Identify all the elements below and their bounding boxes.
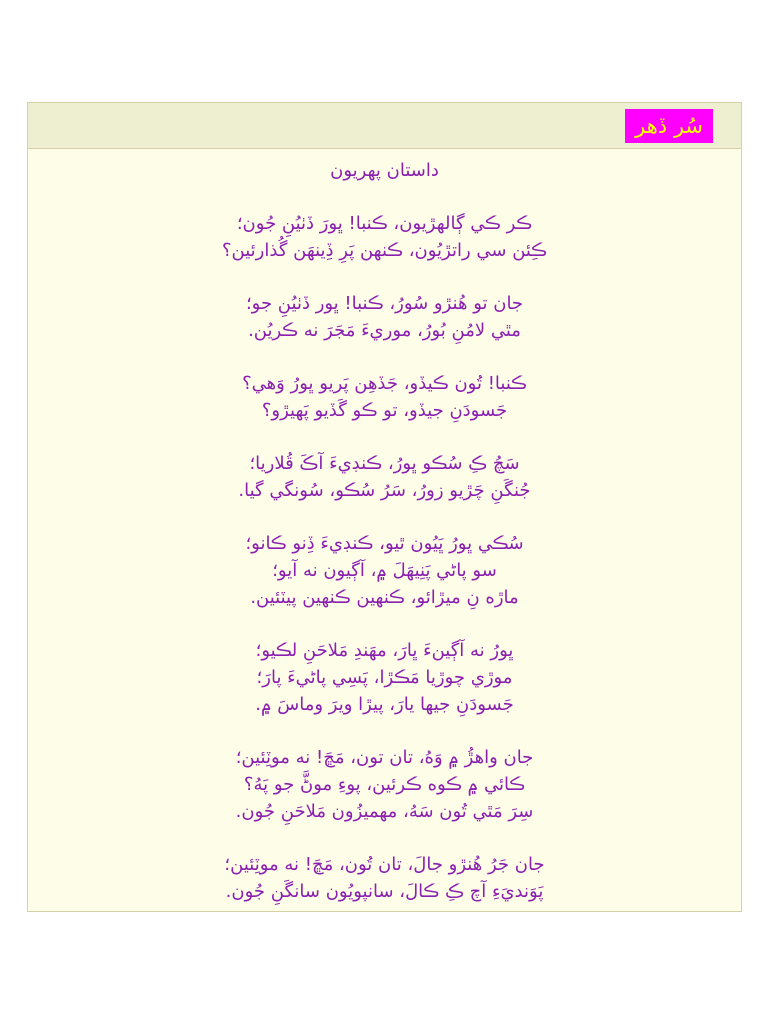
verse-line: جان تو هُنڙو سُورُ، ڪنبا! ڀور ڏٺيُنِ جو؛ [245, 293, 524, 314]
verse-line: سو پاڻي پَنِيهَلَ ۾، آڳيون نه آيو؛ [272, 560, 497, 581]
verse-line: ڪِئن سي راتڙيُون، ڪنهن پَرِ ڏِينهَن گُذارئين؟ [221, 240, 547, 261]
poem-subtitle: داستان پهريون [330, 160, 439, 181]
stanza-list [98, 210, 671, 905]
verse-line: سِرَ مَٿي تُون سَهُ، مهميزُون مَلاحَنِ جُون. [235, 801, 534, 822]
verse-line: ڀورُ نه آڳينءَ ڀارَ، مهَندِ مَلاحَنِ لڪيو؛ [255, 640, 514, 661]
verse-line: موڙي چوڙيا مَڪڙا، پَسِي پاڻيءَ پارَ؛ [256, 667, 513, 688]
verse-line: ڪائي ۾ ڪوه ڪرئين، پوءِ موڻَّ جو پَهُ؟ [243, 774, 526, 795]
verse-line: ڪر ڪي ڳالهڙيون، ڪنبا! ڀورَ ڏٺيُنِ جُون؛ [236, 213, 533, 234]
stanza [98, 851, 671, 905]
section-title: سُر ڏهر [625, 109, 713, 143]
verse-line: ڪنبا! تُون ڪيڏو، جَڏهِن پَريو ڀورُ وَهي؟ [242, 373, 527, 394]
verse-line: ماڙه نِ ميڙائو، ڪنهين ڪنهين پيٽئين. [250, 587, 519, 608]
header-band [28, 103, 741, 149]
verse-line: سَچُ ڪِ سُڪو ڀورُ، ڪنڊيءَ آڪَ قُلاريا؛ [249, 453, 520, 474]
verse-line: جَسودَنِ جيڏو، تو ڪو گَڏيو پَهيڙو؟ [261, 400, 508, 421]
verse-line: جُنگَنِ چَڙيو زورُ، سَرُ سُڪو، سُونگي گيا. [238, 480, 531, 501]
stanza [98, 450, 671, 504]
verse-line: جان جَرُ هُنڙو جالَ، تان تُون، مَڇَ! نه موٽِئين؛ [224, 854, 545, 875]
verse-line: سُڪي ڀورُ ڀَيُون ٿيو، ڪنڊيءَ ڏِنو ڪانو؛ [245, 533, 524, 554]
verse-line: مٿي لامُنِ بُورُ، موريءَ مَجَرَ نه ڪريُن. [248, 320, 521, 341]
content-frame [27, 102, 742, 912]
verse-line: جَسودَنِ جيها يارَ، پيڙا ويرَ وماسَ ۾. [255, 694, 514, 715]
stanza [98, 637, 671, 718]
stanza [98, 290, 671, 344]
poem-body [28, 149, 741, 905]
stanza [98, 530, 671, 611]
verse-line: جان واهڙُ ۾ وَهُ، تان تون، مَڇَ! نه موٽِئين؛ [235, 747, 534, 768]
stanza [98, 744, 671, 825]
stanza [98, 210, 671, 264]
verse-line: پَوَنديَءِ آچ ڪِ ڪالَ، سانپويُون سانگَنِ جُون. [225, 881, 544, 902]
stanza [98, 370, 671, 424]
